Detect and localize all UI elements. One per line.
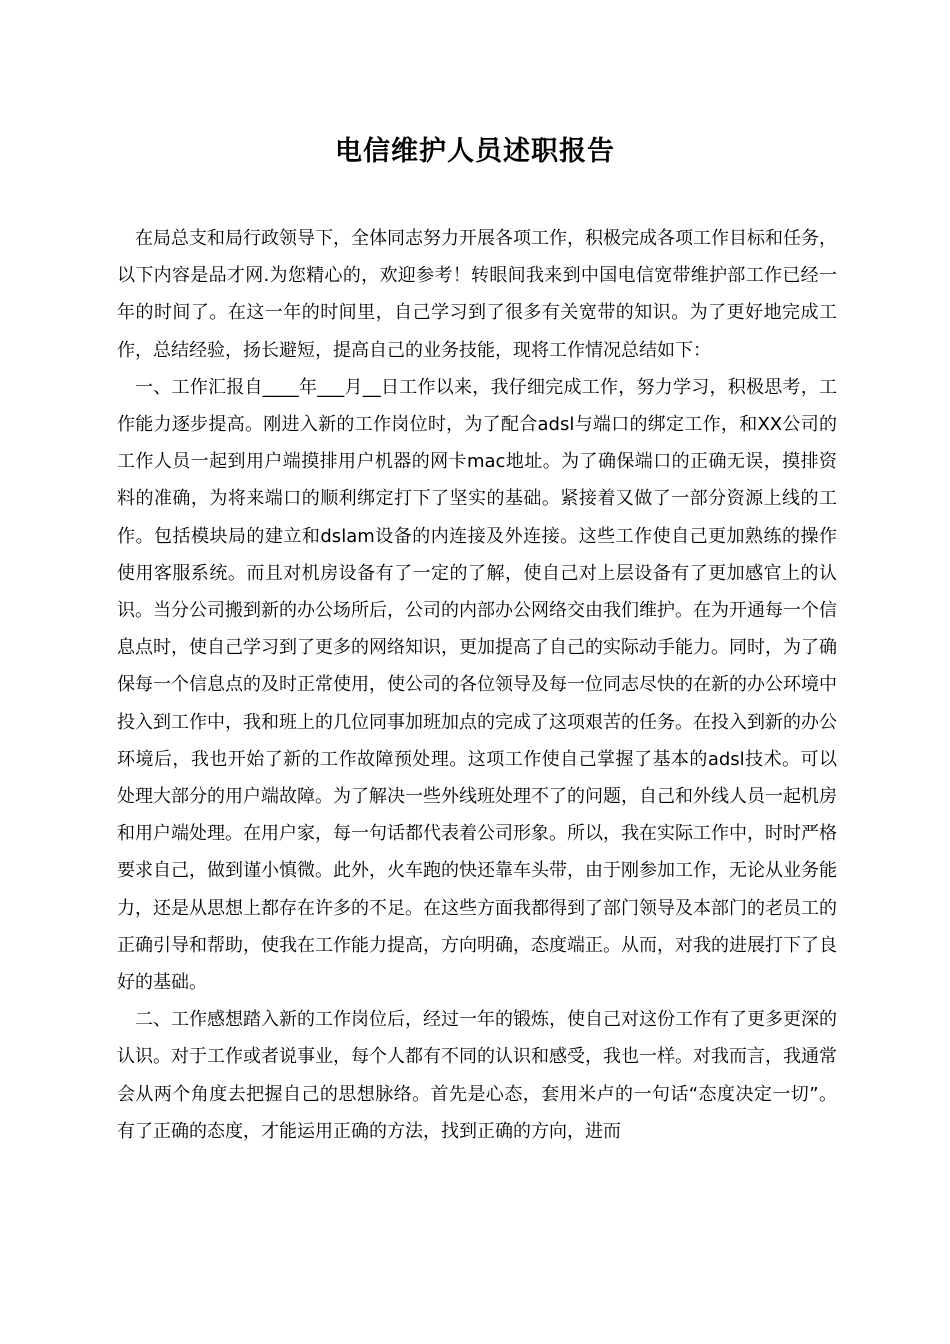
document-body	[117, 220, 837, 1150]
paragraph-work-reflection: 二、工作感想踏入新的工作岗位后，经过一年的锻炼，使自己对这份工作有了更多更深的认识。对于工作或者说事业，每个人都有不同的认识和感受，我也一样。对我而言，我通常会从两个角度去把握自己的思想脉络。首先是心态，套用米卢的一句话“态度决定一切”。有了正确的态度，才能运用正确的方法，找到正确的方向，进而	[117, 1009, 837, 1142]
paragraph-intro: 在局总支和局行政领导下，全体同志努力开展各项工作，积极完成各项工作目标和任务，以下内容是品才网.为您精心的，欢迎参考！转眼间我来到中国电信宽带维护部工作已经一年的时间了。在这一年的时间里，自己学习到了很多有关宽带的知识。为了更好地完成工作，总结经验，扬长避短，提高自己的业务技能，现将工作情况总结如下：	[117, 228, 837, 361]
paragraph-work-report: 一、工作汇报自____年___月__日工作以来，我仔细完成工作，努力学习，积极思考，工作能力逐步提高。刚进入新的工作岗位时，为了配合adsl与端口的绑定工作，和XX公司的工作人员一起到用户端摸排用户机器的网卡mac地址。为了确保端口的正确无误，摸排资料的准确，为将来端口的顺利绑定打下了坚实的基础。紧接着又做了一部分资源上线的工作。包括模块局的建立和dslam设备的内连接及外连接。这些工作使自己更加熟练的操作使用客服系统。而且对机房设备有了一定的了解，使自己对上层设备有了更加感官上的认识。当分公司搬到新的办公场所后，公司的内部办公网络交由我们维护。在为开通每一个信息点时，使自己学习到了更多的网络知识，更加提高了自己的实际动手能力。同时，为了确保每一个信息点的及时正常使用，使公司的各位领导及每一位同志尽快的在新的办公环境中投入到工作中，我和班上的几位同事加班加点的完成了这项艰苦的任务。在投入到新的办公环境后，我也开始了新的工作故障预处理。这项工作使自己掌握了基本的adsl技术。可以处理大部分的用户端故障。为了解决一些外线班处理不了的问题，自己和外线人员一起机房和用户端处理。在用户家，每一句话都代表着公司形象。所以，我在实际工作中，时时严格要求自己，做到谨小慎微。此外，火车跑的快还靠车头带，由于刚参加工作，无论从业务能力，还是从思想上都存在许多的不足。在这些方面我都得到了部门领导及本部门的老员工的正确引导和帮助，使我在工作能力提高，方向明确，态度端正。从而，对我的进展打下了良好的基础。	[117, 376, 837, 994]
document-title: 电信维护人员述职报告	[335, 136, 615, 167]
